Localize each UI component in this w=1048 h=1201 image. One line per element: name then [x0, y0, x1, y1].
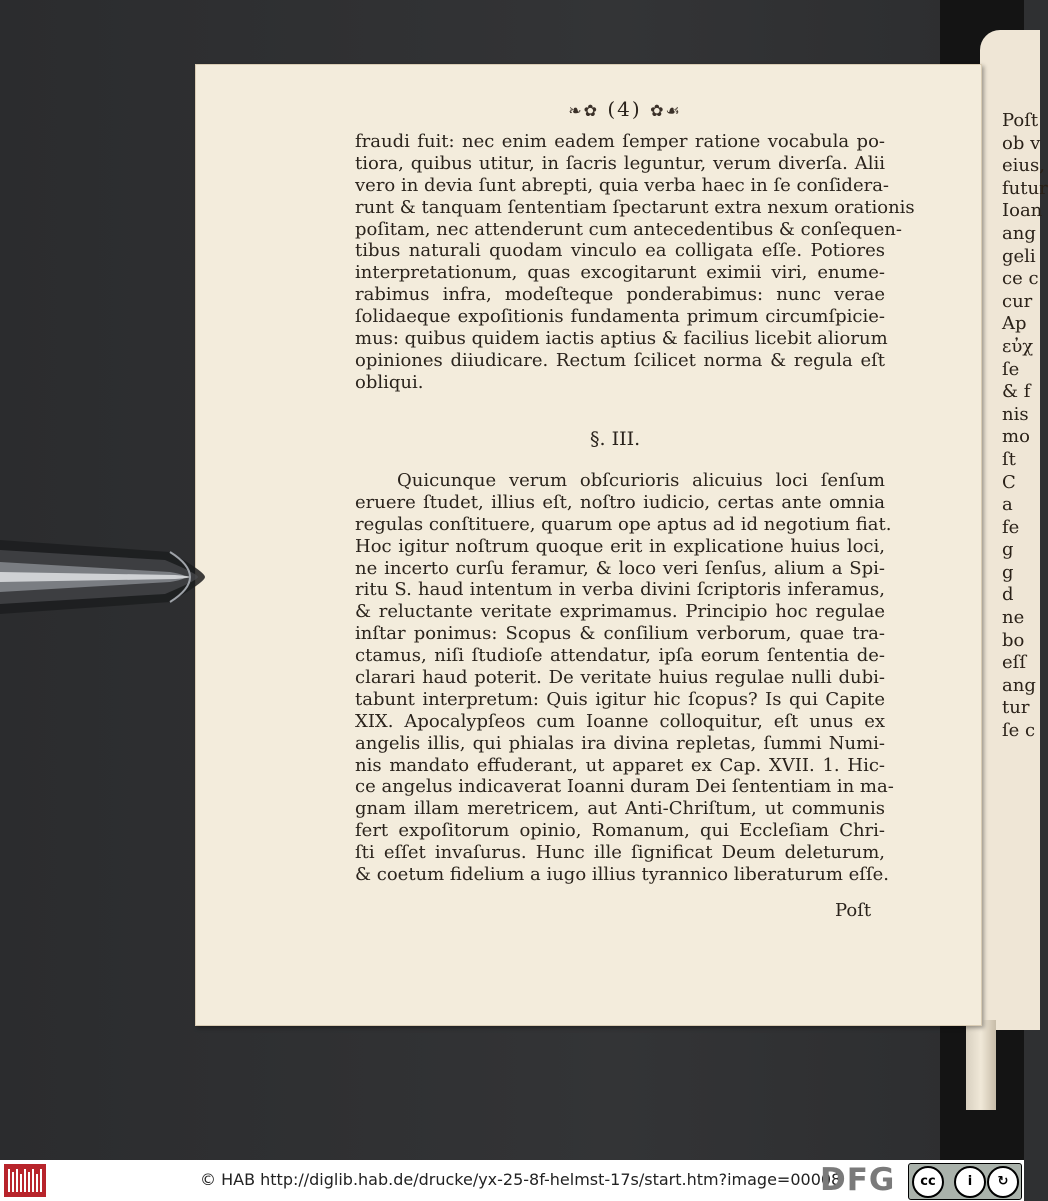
- footer-url[interactable]: © HAB http://diglib.hab.de/drucke/yx-25-8f-helmst-17s/start.htm?image=00008: [200, 1170, 842, 1189]
- text-line: Hoc igitur noſtrum quoque erit in explicatione huius loci,: [355, 535, 885, 557]
- dfg-logo: DFG: [820, 1162, 896, 1198]
- next-page-fragment: nis: [1002, 403, 1029, 425]
- next-page-fragment: ne: [1002, 607, 1025, 629]
- page-number: (4): [607, 97, 642, 121]
- next-page-fragment: ang: [1002, 674, 1036, 696]
- next-page-fragment: mo: [1002, 426, 1030, 448]
- text-line: ſti eſſet invaſurus. Hunc ille ſignificat Deum deleturum,: [355, 842, 885, 864]
- footer-bar: [0, 1160, 1024, 1201]
- text-line: & reluctante veritate exprimamus. Principio hoc regulae: [355, 601, 885, 623]
- text-line: nis mandato effuderant, ut apparet ex Cap. XVII. 1. Hic-: [355, 754, 885, 776]
- next-page-fragment: & f: [1002, 381, 1031, 403]
- text-line: ctamus, niſi ſtudioſe attendatur, ipſa eorum ſententia de-: [355, 645, 885, 667]
- next-page-fragment: eſſ: [1002, 652, 1026, 674]
- text-line: fraudi fuit: nec enim eadem ſemper ratione vocabula po-: [355, 131, 885, 152]
- next-page-fragment: d: [1002, 584, 1014, 606]
- next-page-fragment: a: [1002, 494, 1013, 516]
- page-fold: [966, 1020, 996, 1110]
- next-page-fragment: fe: [1002, 516, 1020, 538]
- section-heading: §. III.: [590, 428, 641, 450]
- right-ornament: ✿☙: [650, 101, 682, 120]
- text-line: vero in devia ſunt abrepti, quia verba haec in ſe conſidera-: [355, 174, 890, 196]
- cc-license-badge[interactable]: [908, 1163, 1022, 1200]
- text-line: obliqui.: [355, 371, 424, 393]
- text-line: ne incerto curſu feramur, & loco veri ſenſus, alium a Spi-: [355, 557, 885, 579]
- hab-logo: [4, 1164, 46, 1197]
- next-page-fragment: g: [1002, 561, 1014, 583]
- next-page-text: [1002, 110, 1048, 790]
- text-line: tabunt interpretum: Quis igitur hic ſcopus? Is qui Capite: [355, 688, 885, 710]
- text-line: & coetum fidelium a iugo illius tyrannico liberaturum eſſe.: [355, 864, 889, 886]
- share-alike-icon: ↻: [987, 1166, 1019, 1198]
- next-page-fragment: ſt: [1002, 448, 1016, 470]
- text-line: ritu S. haud intentum in verba divini ſcriptoris inferamus,: [355, 579, 885, 601]
- text-line: inſtar ponimus: Scopus & conſilium verborum, quae tra-: [355, 623, 885, 645]
- next-page-fragment: Poſt: [1002, 110, 1039, 131]
- next-page-fragment: ce c: [1002, 268, 1039, 290]
- text-line: Quicunque verum obſcurioris alicuius loci ſenſum: [397, 470, 885, 491]
- catchword: Poſt: [835, 900, 872, 921]
- next-page-fragment: C: [1002, 471, 1016, 493]
- text-line: ce angelus indicaverat Ioanni duram Dei ſententiam in ma-: [355, 776, 894, 798]
- next-page-fragment: futur: [1002, 177, 1048, 199]
- text-line: opiniones diiudicare. Rectum ſcilicet norma & regula eſt: [355, 349, 885, 371]
- paragraph-2: [355, 470, 894, 886]
- text-line: mus: quibus quidem iactis aptius & facilius licebit aliorum: [355, 328, 888, 350]
- next-page-fragment: εὐχ: [1002, 335, 1034, 357]
- text-line: rabimus infra, modeſteque ponderabimus: nunc verae: [355, 284, 885, 306]
- text-line: ſolidaeque expoſitionis fundamenta primum circumſpicie-: [355, 306, 885, 328]
- next-page-fragment: g: [1002, 539, 1014, 561]
- paragraph-1: [355, 131, 915, 394]
- text-line: gnam illam meretricem, aut Anti-Chriſtum, ut communis: [355, 798, 885, 820]
- next-page-fragment: Ioan: [1002, 200, 1043, 222]
- page-clip: [0, 522, 210, 632]
- text-line: tiora, quibus utitur, in ſacris leguntur, verum diverſa. Alii: [355, 152, 885, 174]
- text-line: eruere ſtudet, illius eſt, noſtro iudicio, certas ante omnia: [355, 491, 885, 513]
- text-line: interpretationum, quas excogitarunt eximii viri, enume-: [355, 262, 885, 284]
- text-line: regulas conſtituere, quarum ope aptus ad id negotium fiat.: [355, 513, 892, 535]
- left-ornament: ❧✿: [568, 101, 599, 120]
- text-line: XIX. Apocalypſeos cum Ioanne colloquitur, eſt unus ex: [355, 710, 885, 732]
- text-line: tibus naturali quodam vinculo ea colligata eſſe. Potiores: [355, 240, 885, 262]
- next-page-fragment: tur: [1002, 697, 1030, 719]
- next-page-fragment: ob v: [1002, 132, 1041, 154]
- next-page-fragment: ſe c: [1002, 720, 1036, 742]
- next-page-fragment: ang: [1002, 222, 1036, 244]
- text-line: runt & tanquam ſententiam ſpectarunt extra nexum orationis: [355, 196, 915, 218]
- next-page-fragment: geli: [1002, 245, 1036, 267]
- next-page-fragment: bo: [1002, 629, 1025, 651]
- next-page-fragment: cur: [1002, 290, 1033, 312]
- page-header: [530, 97, 720, 127]
- text-line: fert expoſitorum opinio, Romanum, qui Eccleſiam Chri-: [355, 820, 885, 842]
- text-line: poſitam, nec attenderunt cum antecedentibus & conſequen-: [355, 218, 902, 240]
- text-line: clarari haud poterit. De veritate huius regulae nulli dubi-: [355, 667, 885, 689]
- next-page-fragment: eius,: [1002, 155, 1045, 177]
- attribution-icon: i: [954, 1166, 986, 1198]
- text-line: angelis illis, qui phialas ira divina repletas, ſummi Numi-: [355, 732, 885, 754]
- next-page-fragment: ſe: [1002, 358, 1020, 380]
- next-page-fragment: Ap: [1002, 313, 1027, 335]
- cc-icon: cc: [912, 1166, 944, 1198]
